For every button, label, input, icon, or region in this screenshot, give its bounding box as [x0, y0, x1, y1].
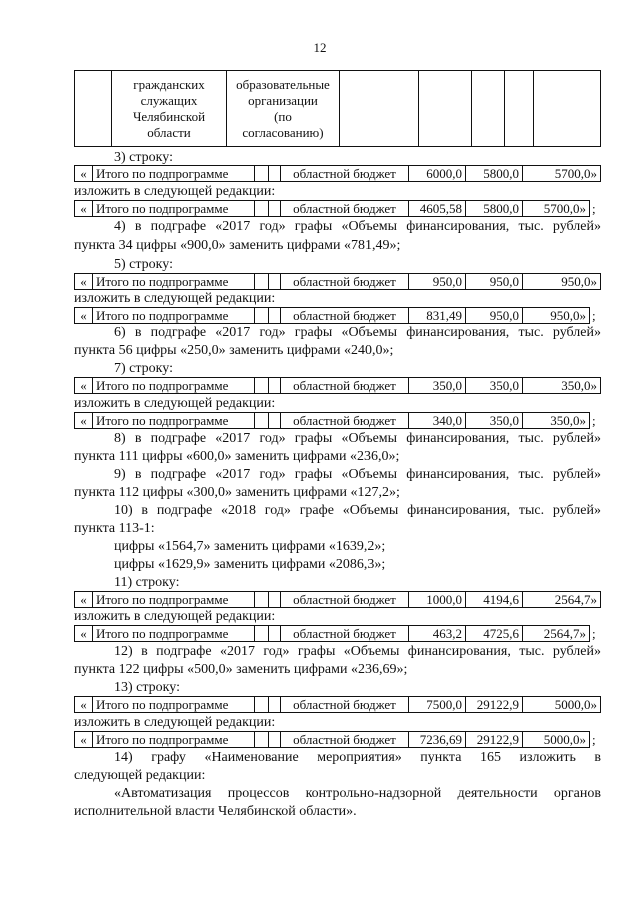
- item-10-b: цифры «1629,9» заменить цифрами «2086,3»;: [114, 557, 386, 572]
- row-value-2018: 4725,6: [466, 626, 523, 642]
- row-source-cell: областной бюджет: [281, 697, 409, 713]
- row-value-2017: 1000,0: [409, 592, 466, 608]
- row-value-2017: 7236,69: [409, 732, 466, 748]
- row-name-cell: Итого по подпрограмме: [93, 732, 255, 748]
- quote-line-2: исполнительной власти Челябинской области».: [74, 804, 357, 819]
- row-empty-cell: [269, 201, 281, 217]
- row-source-cell: областной бюджет: [281, 166, 409, 182]
- row-empty-cell: [269, 592, 281, 608]
- table-row: [74, 412, 596, 429]
- row-empty-cell: [269, 308, 281, 324]
- row-value-2019: 350,0»: [523, 413, 590, 429]
- row-value-2017: 831,49: [409, 308, 466, 324]
- row-tail-mark: ;: [592, 201, 596, 216]
- row-value-2019: 5700,0»: [523, 201, 590, 217]
- table-row: [74, 591, 601, 608]
- row-value-2019: 5000,0»: [523, 697, 601, 713]
- item-7: 7) строку:: [114, 361, 173, 376]
- row-empty-cell: [269, 166, 281, 182]
- item-10-cont: пункта 113-1:: [74, 521, 155, 536]
- row-open-quote: «: [75, 308, 93, 324]
- row-empty-cell: [255, 274, 269, 290]
- item-12: 12) в подграфе «2017 год» графы «Объемы финансирования, тыс. рублей»: [114, 644, 601, 659]
- row-value-2018: 29122,9: [466, 732, 523, 748]
- row-tail-mark: ;: [592, 732, 596, 747]
- row-name-cell: Итого по подпрограмме: [93, 592, 255, 608]
- row-source-cell: областной бюджет: [281, 308, 409, 324]
- item-statement: изложить в следующей редакции:: [74, 609, 276, 624]
- row-tail-mark: ;: [592, 413, 596, 428]
- row-open-quote: «: [75, 274, 93, 290]
- item-9: 9) в подграфе «2017 год» графы «Объемы финансирования, тыс. рублей»: [114, 467, 601, 482]
- row-open-quote: «: [75, 378, 93, 394]
- row-name-cell: Итого по подпрограмме: [93, 626, 255, 642]
- row-name-cell: Итого по подпрограмме: [93, 274, 255, 290]
- row-empty-cell: [255, 413, 269, 429]
- item-statement: изложить в следующей редакции:: [74, 396, 276, 411]
- row-value-2018: 4194,6: [466, 592, 523, 608]
- row-open-quote: «: [75, 697, 93, 713]
- row-value-2019: 5000,0»: [523, 732, 590, 748]
- table-row: [74, 696, 601, 713]
- row-value-2017: 6000,0: [409, 166, 466, 182]
- row-value-2018: 5800,0: [466, 166, 523, 182]
- item-10-a: цифры «1564,7» заменить цифрами «1639,2»;: [114, 539, 386, 554]
- row-value-2017: 4605,58: [409, 201, 466, 217]
- row-tail-mark: ;: [592, 308, 596, 323]
- table-cell-educational-orgs: образовательные организации (по согласованию): [236, 77, 330, 140]
- item-statement: изложить в следующей редакции:: [74, 291, 276, 306]
- row-empty-cell: [269, 732, 281, 748]
- row-value-2018: 350,0: [466, 413, 523, 429]
- row-value-2017: 463,2: [409, 626, 466, 642]
- item-14: 14) графу «Наименование мероприятия» пункта 165 изложить в: [114, 750, 601, 765]
- row-empty-cell: [255, 697, 269, 713]
- item-4-cont: пункта 34 цифры «900,0» заменить цифрами «781,49»;: [74, 238, 401, 253]
- page-number: 12: [313, 40, 327, 55]
- row-value-2019: 950,0»: [523, 274, 601, 290]
- row-empty-cell: [269, 378, 281, 394]
- item-5: 5) строку:: [114, 257, 173, 272]
- row-open-quote: «: [75, 626, 93, 642]
- row-value-2019: 2564,7»: [523, 592, 601, 608]
- table-row: [74, 307, 596, 324]
- row-source-cell: областной бюджет: [281, 592, 409, 608]
- table-row: [74, 200, 596, 217]
- row-empty-cell: [269, 274, 281, 290]
- row-value-2017: 950,0: [409, 274, 466, 290]
- item-13: 13) строку:: [114, 680, 180, 695]
- row-empty-cell: [255, 732, 269, 748]
- row-empty-cell: [255, 166, 269, 182]
- row-value-2018: 29122,9: [466, 697, 523, 713]
- row-value-2018: 950,0: [466, 308, 523, 324]
- quote-line-1: «Автоматизация процессов контрольно-надзорной деятельности органов: [114, 786, 601, 801]
- row-empty-cell: [255, 592, 269, 608]
- row-value-2017: 340,0: [409, 413, 466, 429]
- item-9-cont: пункта 112 цифры «300,0» заменить цифрами «127,2»;: [74, 485, 400, 500]
- row-empty-cell: [255, 378, 269, 394]
- row-source-cell: областной бюджет: [281, 274, 409, 290]
- row-open-quote: «: [75, 732, 93, 748]
- table-row: [74, 377, 601, 394]
- table-row: [74, 165, 601, 182]
- row-source-cell: областной бюджет: [281, 413, 409, 429]
- row-value-2018: 5800,0: [466, 201, 523, 217]
- row-empty-cell: [255, 201, 269, 217]
- table-row: [74, 625, 596, 642]
- row-empty-cell: [255, 308, 269, 324]
- row-source-cell: областной бюджет: [281, 626, 409, 642]
- row-open-quote: «: [75, 201, 93, 217]
- item-statement: изложить в следующей редакции:: [74, 184, 276, 199]
- item-6-cont: пункта 56 цифры «250,0» заменить цифрами «240,0»;: [74, 343, 394, 358]
- row-open-quote: «: [75, 166, 93, 182]
- row-name-cell: Итого по подпрограмме: [93, 201, 255, 217]
- row-value-2018: 950,0: [466, 274, 523, 290]
- row-value-2019: 350,0»: [523, 378, 601, 394]
- row-empty-cell: [255, 626, 269, 642]
- item-8-cont: пункта 111 цифры «600,0» заменить цифрами «236,0»;: [74, 449, 400, 464]
- item-11: 11) строку:: [114, 575, 180, 590]
- row-value-2017: 7500,0: [409, 697, 466, 713]
- row-empty-cell: [269, 413, 281, 429]
- row-name-cell: Итого по подпрограмме: [93, 413, 255, 429]
- row-value-2018: 350,0: [466, 378, 523, 394]
- table-cell-civil-servants: гражданских служащих Челябинской области: [132, 77, 206, 140]
- row-source-cell: областной бюджет: [281, 201, 409, 217]
- item-4: 4) в подграфе «2017 год» графы «Объемы финансирования, тыс. рублей»: [114, 219, 601, 234]
- row-name-cell: Итого по подпрограмме: [93, 378, 255, 394]
- table-row: [74, 731, 596, 748]
- row-name-cell: Итого по подпрограмме: [93, 308, 255, 324]
- item-3: 3) строку:: [114, 150, 173, 165]
- row-open-quote: «: [75, 413, 93, 429]
- row-value-2017: 350,0: [409, 378, 466, 394]
- row-value-2019: 950,0»: [523, 308, 590, 324]
- table-row: [74, 273, 601, 290]
- row-open-quote: «: [75, 592, 93, 608]
- item-14-cont: следующей редакции:: [74, 768, 206, 783]
- item-6: 6) в подграфе «2017 год» графы «Объемы финансирования, тыс. рублей»: [114, 325, 601, 340]
- item-8: 8) в подграфе «2017 год» графы «Объемы финансирования, тыс. рублей»: [114, 431, 601, 446]
- row-source-cell: областной бюджет: [281, 378, 409, 394]
- row-empty-cell: [269, 697, 281, 713]
- row-name-cell: Итого по подпрограмме: [93, 697, 255, 713]
- continued-table-fragment: [74, 70, 601, 147]
- row-empty-cell: [269, 626, 281, 642]
- row-name-cell: Итого по подпрограмме: [93, 166, 255, 182]
- row-source-cell: областной бюджет: [281, 732, 409, 748]
- item-10: 10) в подграфе «2018 год» графе «Объемы финансирования, тыс. рублей»: [114, 503, 601, 518]
- item-statement: изложить в следующей редакции:: [74, 715, 276, 730]
- row-tail-mark: ;: [592, 626, 596, 641]
- row-value-2019: 5700,0»: [523, 166, 601, 182]
- row-value-2019: 2564,7»: [523, 626, 590, 642]
- item-12-cont: пункта 122 цифры «500,0» заменить цифрами «236,69»;: [74, 662, 408, 677]
